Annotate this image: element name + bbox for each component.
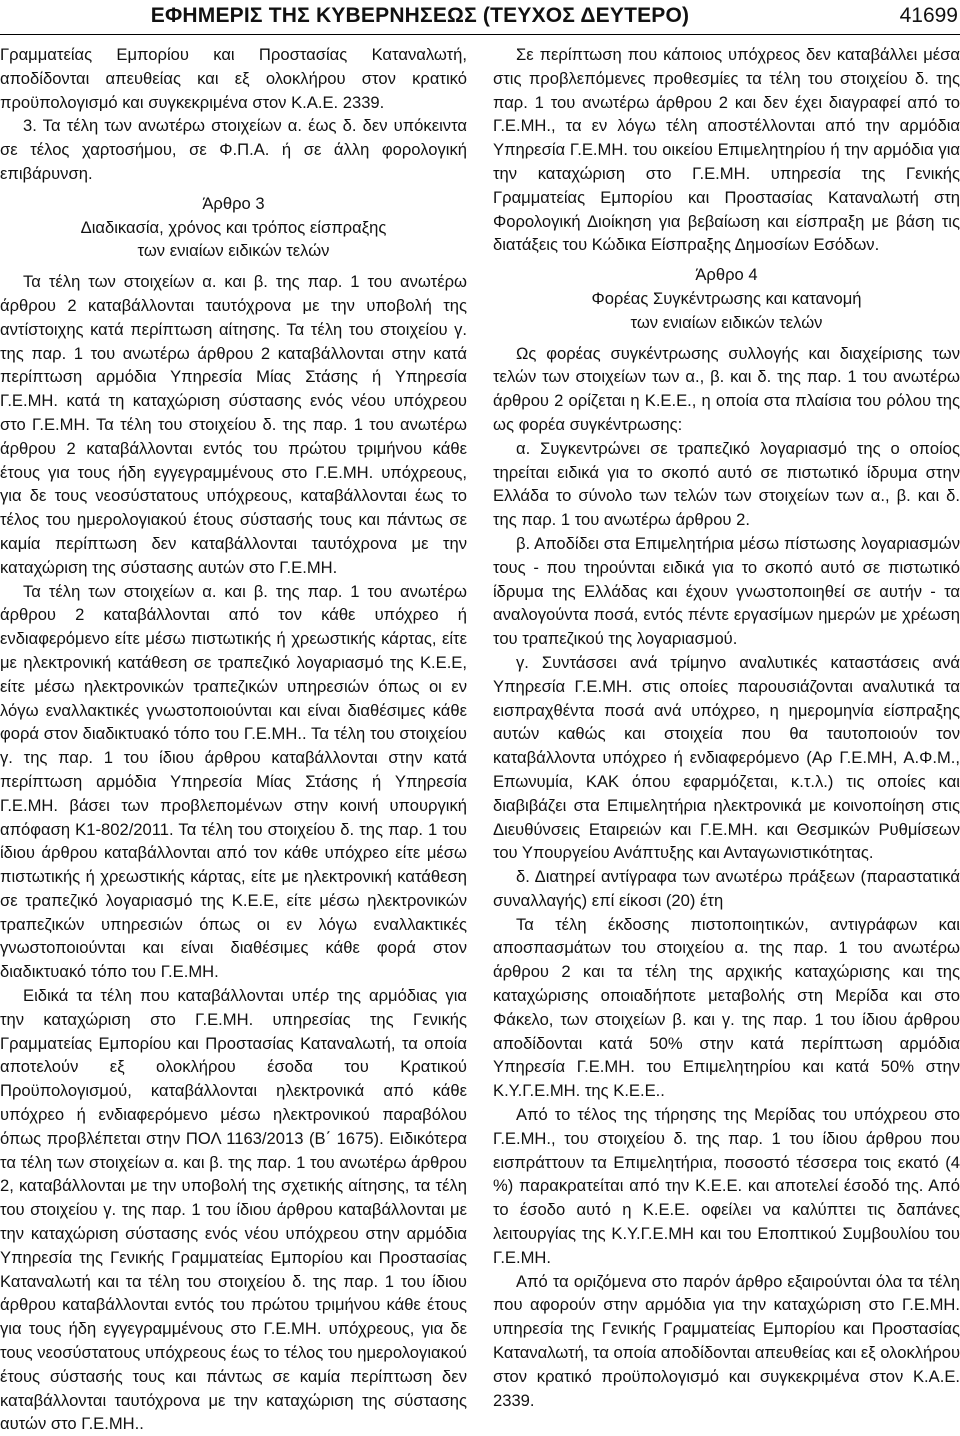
paragraph: 3. Τα τέλη των ανωτέρω στοιχείων α. έως δ. δεν υπόκειντα σε τέλος χαρτοσήμου, σε Φ.Π.Α. ή σε άλλη φορολογική επιβάρυνση.: [0, 116, 467, 183]
paragraph: Ως φορέας συγκέντρωσης συλλογής και διαχείρισης των τελών των στοιχείων των α., β. και δ. της παρ. 1 του ανωτέρω άρθρου 2 ορίζεται η Κ.Ε.Ε., η οποία στα πλαίσια του ρόλου της ως φορέα συγκέντρωσης:: [493, 343, 960, 434]
paragraph: Ειδικά τα τέλη που καταβάλλονται υπέρ της αρμόδιας για την καταχώριση στο Γ.Ε.ΜΗ. υπηρεσίας της Γενικής Γραμματείας Εμπορίου και Προστασίας Καταναλωτή, τα οποία αποτελούν εξ ολοκλήρου έσοδα του Κρατικού Προϋπολογισμού, καταβάλλονται ηλεκτρονικά από κάθε υπόχρεο ή ενδιαφερόμενο μέσω ηλεκτρονικού παραβόλου όπως προβλέπεται στην ΠΟΛ 1163/2013 (Β΄ 1675). Ειδικότερα τα τέλη των στοιχείων α. και β. της παρ. 1 του ανωτέρω άρθρου 2, καταβάλλονται με την υποβολή της σχετικής αίτησης, τα τέλη του στοιχείου γ. της παρ. 1 του ίδιου άρθρου καταβάλλονται με την καταχώριση σύστασης ενός νέου υπόχρεου στην αρμόδια Υπηρεσία της Γενικής Γραμματείας Εμπορίου και Προστασίας Καταναλωτή και τα τέλη του στοιχείου δ. της παρ. 1 του ίδιου άρθρου καταβάλλονται εντός του πρώτου τριμήνου κάθε έτους για τους ήδη εγγεγραμμένους στο Γ.Ε.ΜΗ. υπόχρεους, για δε τους νεοσύστατους υπόχρεους έως το τέλος του ημερολογιακού έτους σύστασής τους και πάντως σε καμία περίπτωση δεν καταβάλλονται ταυτόχρονα με την καταχώριση της σύστασης αυτών στο Γ.Ε.ΜΗ..: [0, 986, 467, 1434]
paragraph: Τα τέλη έκδοσης πιστοποιητικών, αντιγράφων και αποσπασμάτων του στοιχείου α. της παρ. 1 του ανωτέρω άρθρου 2 και τα τέλη της αρχικής καταχώρισης και της καταχώρισης οποιαδήποτε μεταβολής στη Μερίδα και στο Φάκελο, των στοιχείων β. και γ. της παρ. 1 του ίδιου άρθρου αποδίδονται κατά 50% στην κατά περίπτωση αρμόδια Υπηρεσία Γ.Ε.ΜΗ. του Επιμελητηρίου και κατά 50% στην Κ.Υ.Γ.Ε.ΜΗ. της Κ.Ε.Ε..: [493, 914, 960, 1101]
paragraph: Τα τέλη των στοιχείων α. και β. της παρ. 1 του ανωτέρω άρθρου 2 καταβάλλονται από τον κάθε υπόχρεο ή ενδιαφερόμενο είτε μέσω πιστωτικής ή χρεωστικής κάρτας, είτε με ηλεκτρονική κατάθεση σε τραπεζικό λογαριασμό της Κ.Ε.Ε, είτε μέσω ηλεκτρονικών τραπεζικών υπηρεσιών όπως οι εν λόγω εναλλακτικές γνωστοποιούνται και είναι διαθέσιμες κάθε φορά στον διαδικτυακό τόπο του Γ.Ε.ΜΗ.. Τα τέλη του στοιχείου γ. της παρ. 1 του ίδιου άρθρου καταβάλλονται στην κατά περίπτωση αρμόδια Υπηρεσία Μίας Στάσης ή Υπηρεσία Γ.Ε.ΜΗ. βάσει των προβλεπομένων στην κοινή υπουργική απόφαση Κ1-802/2011. Τα τέλη του στοιχείου δ. της παρ. 1 του ίδιου άρθρου καταβάλλονται από τον κάθε υπόχρεο είτε μέσω πιστωτικής ή χρεωστικής κάρτας, είτε με ηλεκτρονική κατάθεση σε τραπεζικό λογαριασμό της Κ.Ε.Ε, είτε μέσω ηλεκτρονικών τραπεζικών υπηρεσιών όπως οι εν λόγω εναλλακτικές γνωστοποιούνται και είναι διαθέσιμες κάθε φορά στον διαδικτυακό τόπο του Γ.Ε.ΜΗ.: [0, 581, 467, 982]
article-title-line: Φορέας Συγκέντρωσης και κατανομή: [591, 288, 862, 308]
left-column: [0, 43, 467, 1436]
page-header: [0, 0, 960, 35]
paragraph: α. Συγκεντρώνει σε τραπεζικό λογαριασμό της ο οποίος τηρείται ειδικά για το σκοπό αυτό σε πιστωτικό ίδρυμα στην Ελλάδα το σύνολο των τελών των στοιχείων των α., β. και δ. της παρ. 1 του ανωτέρω άρθρου 2.: [493, 438, 960, 530]
paragraph: β. Αποδίδει στα Επιμελητήρια μέσω πίστωσης λογαριασμών τους - που τηρούνται ειδικά για το σκοπό αυτό σε πιστωτικό ίδρυμα της Ελλάδας και έχουν γνωστοποιηθεί σε αυτήν - τα αναλογούντα ποσά, εντός πέντε εργασίμων ημερών με χρέωση του τραπεζικού της λογαριασμού.: [493, 533, 960, 649]
article-number: Άρθρο 3: [202, 193, 265, 213]
article-number: Άρθρο 4: [695, 265, 758, 285]
page-number: 41699: [899, 4, 958, 27]
paragraph: δ. Διατηρεί αντίγραφα των ανωτέρω πράξεων (παραστατικά συναλλαγής) επί είκοσι (20) έτη: [493, 867, 960, 910]
article-3-heading: [0, 192, 467, 263]
paragraph: Σε περίπτωση που κάποιος υπόχρεος δεν καταβάλλει μέσα στις προβλεπόμενες προθεσμίες τα τέλη του στοιχείου δ. της παρ. 1 του ανωτέρω άρθρου 2 και δεν έχει διαγραφεί από το Γ.Ε.ΜΗ., τα εν λόγω τέλη αποστέλλονται από την αρμόδια Υπηρεσία Γ.Ε.ΜΗ. του οικείου Επιμελητηρίου ή την αρμόδια για την καταχώριση στο Γ.Ε.ΜΗ. υπηρεσία της Γενικής Γραμματείας Εμπορίου και Προστασίας Καταναλωτή στη Φορολογική Διοίκηση για βεβαίωση και είσπραξη με βάση τις διατάξεις του Κώδικα Είσπραξης Δημοσίων Εσόδων.: [493, 45, 960, 255]
paragraph: Από το τέλος της τήρησης της Μερίδας του υπόχρεου στο Γ.Ε.ΜΗ., του στοιχείου δ. της παρ. 1 του ίδιου άρθρου που εισπράττουν τα Επιμελητήρια, ποσοστό τέσσερα τοις εκατό (4 %) παρακρατείται από την Κ.Ε.Ε. και αποτελεί έσοδό της. Από το έσοδο αυτό η Κ.Ε.Ε. οφείλει να καλύπτει τις δαπάνες λειτουργίας της Κ.Υ.Γ.Ε.ΜΗ και του Εποπτικού Συμβουλίου του Γ.Ε.ΜΗ.: [493, 1105, 960, 1267]
paragraph: Τα τέλη των στοιχείων α. και β. της παρ. 1 του ανωτέρω άρθρου 2 καταβάλλονται ταυτόχρονα με την υποβολή της αντίστοιχης κατά περίπτωση αίτησης. Τα τέλη του στοιχείου γ. της παρ. 1 του ανωτέρω άρθρου 2 καταβάλλονται στην κατά περίπτωση αρμόδια Υπηρεσία Μίας Στάσης ή Υπηρεσία Γ.Ε.ΜΗ. κατά τη καταχώριση σύστασης ενός νέου υπόχρεου στο Γ.Ε.ΜΗ. Τα τέλη του στοιχείου δ. της παρ. 1 του ανωτέρω άρθρου 2 καταβάλλονται εντός του πρώτου τριμήνου κάθε έτους για τους ήδη εγγεγραμμένους στο Γ.Ε.ΜΗ. υπόχρεους, για δε τους νεοσύστατους υπόχρεους, καταβάλλονται έως το τέλος του ημερολογιακού έτους σύστασής τους και πάντως σε καμία περίπτωση δεν καταβάλλονται ταυτόχρονα με την καταχώριση της σύστασης αυτών στο Γ.Ε.ΜΗ.: [0, 272, 467, 577]
gazette-title: ΕΦΗΜΕΡΙΣ ΤΗΣ ΚΥΒΕΡΝΗΣΕΩΣ (ΤΕΥΧΟΣ ΔΕΥΤΕΡΟ): [150, 4, 690, 27]
right-column: [493, 43, 960, 1436]
paragraph: Από τα οριζόμενα στο παρόν άρθρο εξαιρούνται όλα τα τέλη που αφορούν στην αρμόδια για την καταχώριση στο Γ.Ε.ΜΗ. υπηρεσία της Γενικής Γραμματείας Εμπορίου και Προστασίας Καταναλωτή, τα οποία αποδίδονται απευθείας και εξ ολοκλήρου στον κρατικό προϋπολογισμό και συγκεκριμένα στον Κ.Α.Ε. 2339.: [493, 1271, 960, 1410]
article-title-line: των ενιαίων ειδικών τελών: [630, 312, 823, 332]
article-title-line: των ενιαίων ειδικών τελών: [137, 241, 330, 261]
article-4-heading: [493, 263, 960, 334]
paragraph: γ. Συντάσσει ανά τρίμηνο αναλυτικές καταστάσεις ανά Υπηρεσία Γ.Ε.ΜΗ. στις οποίες παρουσιάζονται αναλυτικά τα εισπραχθέντα ποσά ανά υπόχρεο, η ημερομηνία είσπραξης αυτών καθώς και στοιχεία που θα ταυτοποιούν τον καταβάλλοντα υπόχρεο ή ενδιαφερόμενο (Αρ Γ.Ε.ΜΗ, Α.Φ.Μ., Επωνυμία, ΚΑΚ όπου εφαρμόζεται, κ.τ.λ.) τις οποίες και διαβιβάζει στα Επιμελητήρια ηλεκτρονικά με κοινοποίηση στις Διευθύνσεις Εταιρειών και Γ.Ε.ΜΗ. και Θεσμικών Ρυθμίσεων του Υπουργείου Ανάπτυξης και Ανταγωνιστικότητας.: [493, 652, 960, 863]
two-column-body: [0, 35, 960, 1436]
paragraph: Γραμματείας Εμπορίου και Προστασίας Καταναλωτή, αποδίδονται απευθείας και εξ ολοκλήρου στον κρατικό προϋπολογισμό και συγκεκριμένα στον Κ.Α.Ε. 2339.: [0, 45, 467, 112]
article-title-line: Διαδικασία, χρόνος και τρόπος είσπραξης: [80, 217, 387, 237]
